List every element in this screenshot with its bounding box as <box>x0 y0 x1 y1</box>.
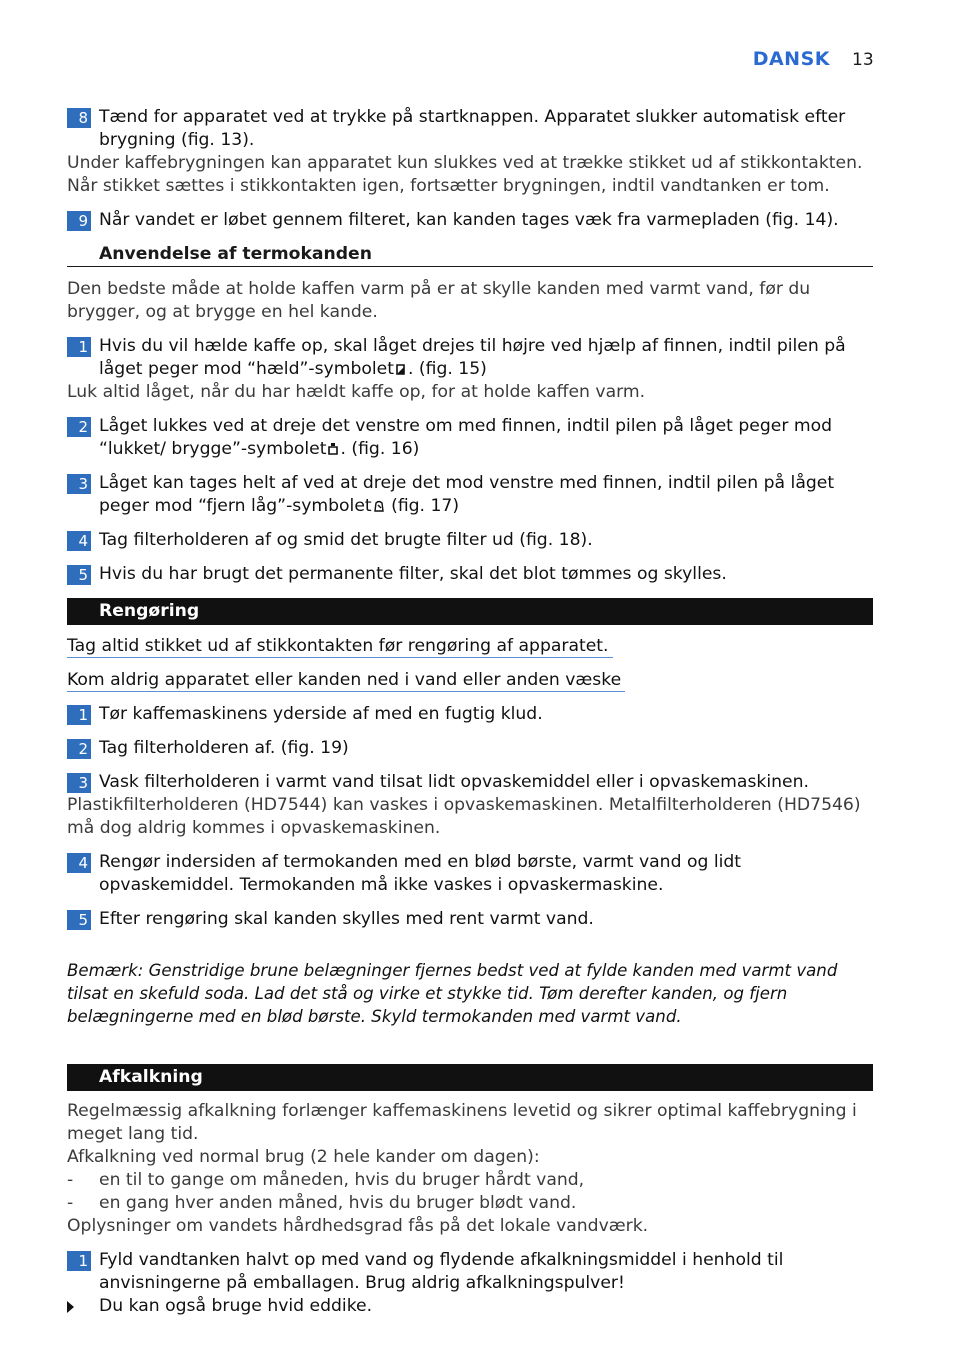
warning-unplug: Tag altid stikket ud af stikkontakten før rengøring af apparatet. <box>67 635 613 658</box>
cleaning-step-3-note: Plastikfilterholderen (HD7544) kan vaskes i opvaskemaskinen. Metalfilterholderen (HD7546) må dog aldrig kommes i opvaskemaskinen. <box>67 795 861 838</box>
step-number: 5 <box>67 910 91 930</box>
step-8-note: Under kaffebrygningen kan apparatet kun slukkes ved at trække stikket ud af stikkontakten. Når stikket sættes i stikkontakten igen, fortsætter brygningen, indtil vandtanken er tom. <box>67 153 863 196</box>
descaling-intro: Regelmæssig afkalkning forlænger kaffemaskinens levetid og sikrer optimal kaffebrygning i meget lang tid. <box>67 1101 857 1145</box>
thermo-step-2 <box>67 415 873 461</box>
warning-no-immersion: Kom aldrig apparatet eller kanden ned i vand eller anden væske <box>67 669 625 692</box>
cleaning-step-1 <box>67 703 873 726</box>
step-number: 8 <box>67 108 91 128</box>
thermo-step-1-note: Luk altid låget, når du har hældt kaffe op, for at holde kaffen varm. <box>67 382 646 402</box>
page-number: 13 <box>852 50 874 70</box>
tip-text: Du kan også bruge hvid eddike. <box>99 1296 373 1317</box>
thermo-step-4 <box>67 529 873 552</box>
step-text: Låget lukkes ved at dreje det venstre om med finnen, indtil pilen på låget peger mod “lukket/ brygge”-symbolet <box>99 416 833 459</box>
descaling-list-item <box>67 1192 873 1215</box>
cleaning-step-4 <box>67 851 873 897</box>
step-text: Hvis du har brugt det permanente filter, skal det blot tømmes og skylles. <box>99 564 727 584</box>
step-text-end: . (fig. 16) <box>340 439 420 459</box>
step-text: Efter rengøring skal kanden skylles med rent varmt vand. <box>99 909 594 929</box>
step-text: Tænd for apparatet ved at trykke på startknappen. Apparatet slukker automatisk efter brygning (fig. 13). <box>99 107 846 150</box>
step-text: Fyld vandtanken halvt op med vand og flydende afkalkningsmiddel i henhold til anvisningerne på emballagen. Brug aldrig afkalkningspulver! <box>99 1250 784 1294</box>
thermo-intro: Den bedste måde at holde kaffen varm på er at skylle kanden med varmt vand, før du brygger, og at brygge en hel kande. <box>67 279 811 322</box>
bullet-triangle-icon <box>67 1301 74 1313</box>
step-number: 4 <box>67 853 91 873</box>
step-text-end: (fig. 17) <box>385 496 460 516</box>
pour-symbol-icon <box>395 362 407 376</box>
step-number: 2 <box>67 417 91 437</box>
descaling-list-item <box>67 1169 873 1192</box>
list-text: en gang hver anden måned, hvis du bruger blødt vand. <box>99 1193 577 1214</box>
cleaning-step-5 <box>67 908 873 931</box>
step-9 <box>67 209 873 232</box>
step-text: Vask filterholderen i varmt vand tilsat lidt opvaskemiddel eller i opvaskemaskinen. <box>99 772 809 792</box>
step-number: 9 <box>67 211 91 231</box>
step-number: 2 <box>67 739 91 759</box>
closed-brew-symbol-icon <box>327 442 339 456</box>
thermo-step-5 <box>67 563 873 586</box>
page-content <box>67 106 873 1318</box>
step-8 <box>67 106 873 152</box>
language-label: DANSK <box>752 48 830 70</box>
list-dash: - <box>67 1170 74 1191</box>
thermo-step-3 <box>67 472 873 518</box>
remove-lid-symbol-icon <box>373 499 385 513</box>
step-text-end: . (fig. 15) <box>407 359 487 379</box>
step-number: 5 <box>67 565 91 585</box>
step-text: Hvis du vil hælde kaffe op, skal låget drejes til højre ved hjælp af finnen, indtil pilen på låget peger mod “hæld”-symbolet <box>99 336 846 379</box>
step-number: 4 <box>67 531 91 551</box>
descaling-step-1 <box>67 1249 873 1295</box>
step-number: 1 <box>67 337 91 357</box>
descaling-tip <box>67 1295 873 1318</box>
cleaning-step-3 <box>67 771 873 794</box>
step-text: Låget kan tages helt af ved at dreje det mod venstre med finnen, indtil pilen på låget peger mod “fjern låg”-symbolet <box>99 473 835 516</box>
list-dash: - <box>67 1193 74 1214</box>
descaling-normal-use: Afkalkning ved normal brug (2 hele kander om dagen): <box>67 1147 540 1168</box>
step-number: 3 <box>67 474 91 494</box>
thermo-step-1 <box>67 335 873 381</box>
cleaning-step-2 <box>67 737 873 760</box>
step-text: Tag filterholderen af. (fig. 19) <box>99 738 349 758</box>
step-number: 1 <box>67 1251 91 1271</box>
step-text: Rengør indersiden af termokanden med en blød børste, varmt vand og lidt opvaskemiddel. Termokanden må ikke vaskes i opvaskermaskine. <box>99 852 742 895</box>
cleaning-note: Bemærk: Genstridige brune belægninger fjernes bedst ved at fylde kanden med varmt vand tilsat en skefuld soda. Lad det stå og virke et stykke tid. Tøm derefter kanden, og fjern belægningerne med en blød børste. Skyld termokanden med varmt vand. <box>67 960 838 1026</box>
step-text: Tag filterholderen af og smid det brugte filter ud (fig. 18). <box>99 530 593 550</box>
step-number: 1 <box>67 705 91 725</box>
step-number: 3 <box>67 773 91 793</box>
list-text: en til to gange om måneden, hvis du bruger hårdt vand, <box>99 1170 585 1191</box>
section-heading-descaling: Afkalkning <box>67 1064 873 1091</box>
section-heading-thermo: Anvendelse af termokanden <box>67 243 873 267</box>
descaling-info: Oplysninger om vandets hårdhedsgrad fås på det lokale vandværk. <box>67 1216 649 1237</box>
step-text: Tør kaffemaskinens yderside af med en fugtig klud. <box>99 704 543 724</box>
step-text: Når vandet er løbet gennem filteret, kan kanden tages væk fra varmepladen (fig. 14). <box>99 210 839 230</box>
section-heading-cleaning: Rengøring <box>67 598 873 625</box>
